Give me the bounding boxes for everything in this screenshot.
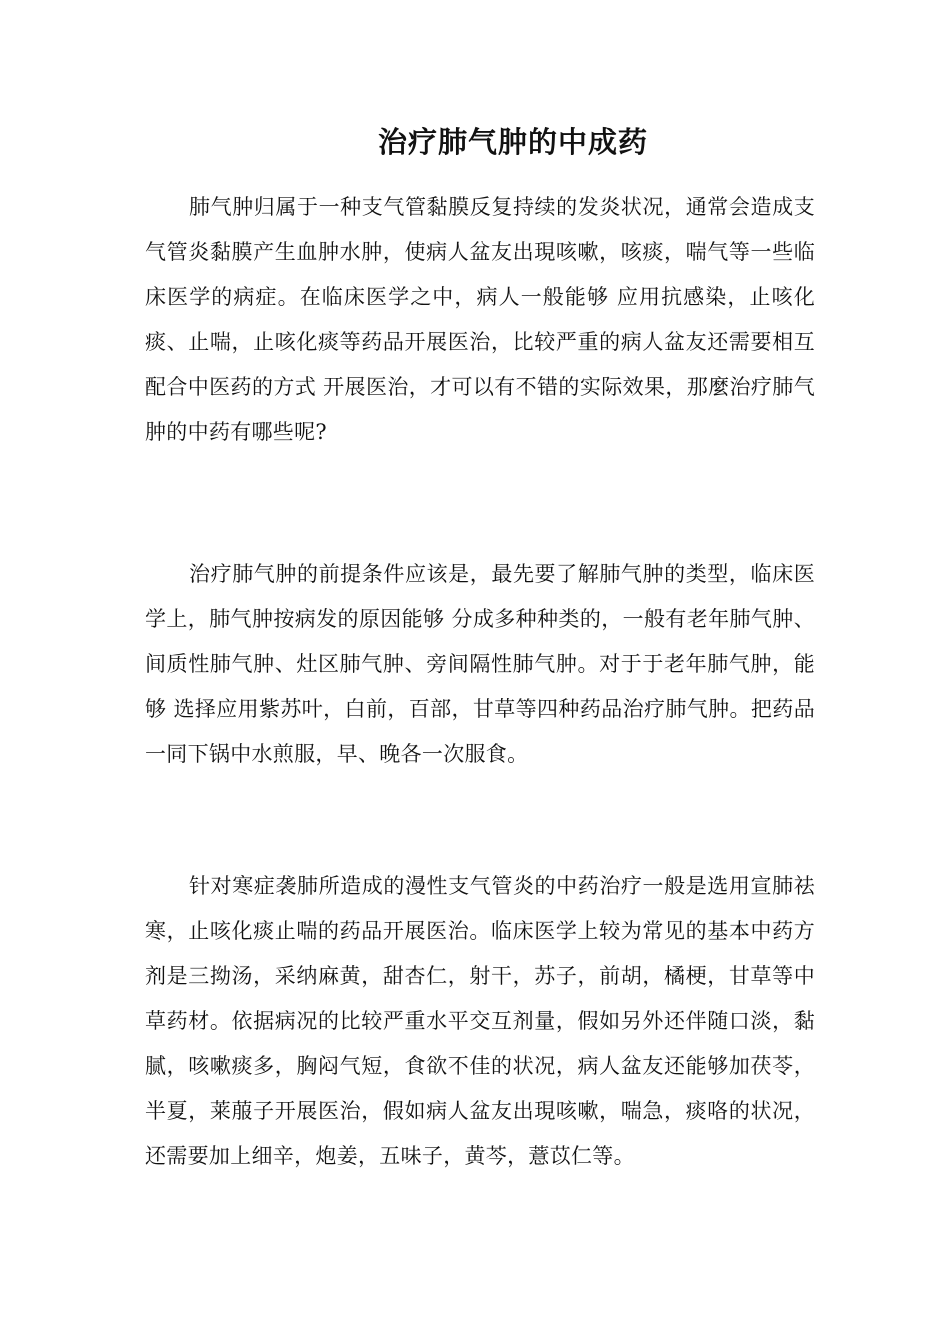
document-title: 治疗肺气肿的中成药	[377, 125, 648, 159]
paragraph-2: 治疗肺气肿的前提条件应该是，最先要了解肺气肿的类型，临床医学上，肺气肿按病发的原因能够 分成多种种类的，一般有老年肺气肿、间质性肺气肿、灶区肺气肿、旁间隔性肺气肿。对于于老年肺气肿，能够 选择应用紫苏叶，白前，百部，甘草等四种药品治疗肺气肿。把药品一同下锅中水煎服，早、晚各一次服食。	[145, 562, 815, 766]
paragraph-3: 针对寒症袭肺所造成的漫性支气管炎的中药治疗一般是选用宣肺祛寒，止咳化痰止喘的药品开展医治。临床医学上较为常见的基本中药方剂是三拗汤，采纳麻黄，甜杏仁，射干，苏子，前胡，橘梗，甘草等中草药材。依据病况的比较严重水平交互剂量，假如另外还伴随口淡，黏腻，咳嗽痰多，胸闷气短，食欲不佳的状况，病人盆友还能够加茯苓，半夏，莱菔子开展医治，假如病人盆友出現咳嗽，喘急，痰咯的状况，还需要加上细辛，炮姜，五味子，黄芩，薏苡仁等。	[145, 874, 815, 1168]
paragraph-1: 肺气肿归属于一种支气管黏膜反复持续的发炎状况，通常会造成支气管炎黏膜产生血肿水肿，使病人盆友出現咳嗽，咳痰，喘气等一些临床医学的病症。在临床医学之中，病人一般能够 应用抗感染，止咳化痰、止喘，止咳化痰等药品开展医治，比较严重的病人盆友还需要相互配合中医药的方式 开展医治，才可以有不错的实际效果，那麼治疗肺气肿的中药有哪些呢?	[145, 195, 815, 444]
